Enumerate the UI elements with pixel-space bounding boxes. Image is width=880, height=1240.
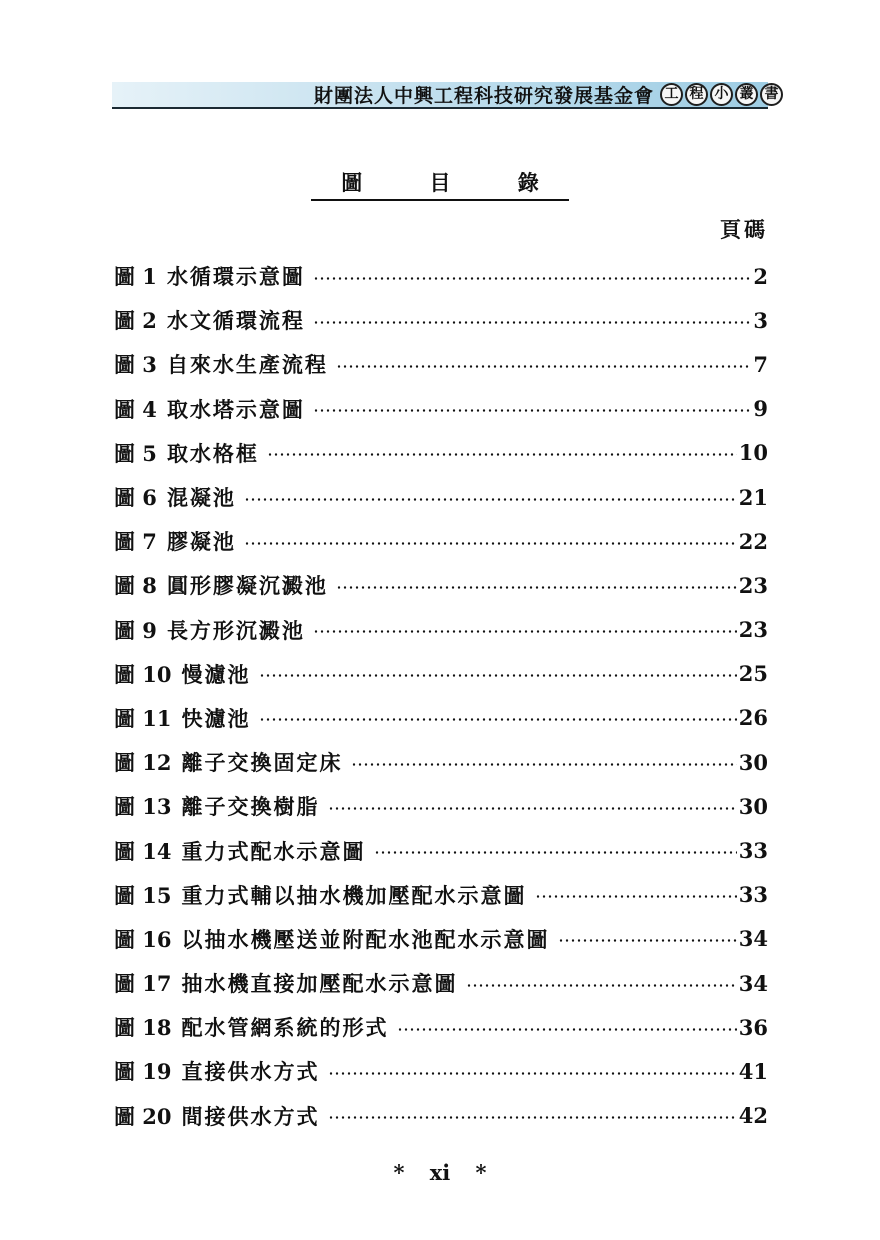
toc-entry-page: 9 (753, 396, 768, 422)
toc-entry-title: 離子交換固定床 (181, 750, 343, 776)
toc-entry-page: 25 (738, 661, 768, 687)
toc-entry-title: 取水格框 (166, 440, 259, 466)
toc-entry[interactable] (114, 784, 768, 828)
toc-entry-page: 33 (738, 882, 768, 908)
dot-leader (328, 807, 737, 810)
toc-entry-number: 圖 18 (114, 1015, 172, 1041)
toc-entry-title: 重力式輔以抽水機加壓配水示意圖 (181, 882, 527, 908)
toc-entry-number: 圖 10 (114, 661, 172, 687)
series-char: 工 (660, 83, 683, 106)
toc-entry-title: 慢濾池 (181, 661, 251, 687)
toc-entry[interactable] (114, 519, 768, 563)
toc-entry[interactable] (114, 254, 768, 298)
toc-entry-page: 41 (738, 1058, 768, 1084)
toc-entry-number: 圖 9 (114, 617, 157, 643)
toc-entry[interactable] (114, 828, 768, 872)
toc-entry-page: 2 (753, 263, 768, 289)
dot-leader (313, 630, 737, 633)
dot-leader (313, 409, 751, 412)
toc-entry[interactable] (114, 563, 768, 607)
toc-entry-page: 30 (738, 749, 768, 775)
dot-leader (313, 277, 751, 280)
toc-title: 圖 目 錄 (311, 170, 569, 201)
toc-entry[interactable] (114, 387, 768, 431)
toc-entry[interactable] (114, 1049, 768, 1093)
toc-entry-number: 圖 17 (114, 971, 172, 997)
toc-entry-page: 30 (738, 793, 768, 819)
toc-entry-page: 21 (738, 484, 768, 510)
series-char: 叢 (735, 83, 758, 106)
toc-entry-number: 圖 6 (114, 485, 157, 511)
toc-entry-title: 間接供水方式 (181, 1103, 320, 1129)
toc-entry[interactable] (114, 1094, 768, 1138)
series-badge (660, 83, 783, 106)
toc-entry-number: 圖 16 (114, 926, 172, 952)
toc-entry-page: 10 (738, 440, 768, 466)
toc-entry-page: 33 (738, 838, 768, 864)
toc-entry-title: 重力式配水示意圖 (181, 838, 366, 864)
toc-entry-number: 圖 12 (114, 750, 172, 776)
toc-entry-number: 圖 7 (114, 529, 157, 555)
toc-entry-page: 22 (738, 528, 768, 554)
toc-entry-number: 圖 13 (114, 794, 172, 820)
toc-entry[interactable] (114, 873, 768, 917)
page-number: * xi * (393, 1160, 487, 1185)
toc-entry-title: 取水塔示意圖 (166, 396, 305, 422)
toc-entry-page: 42 (738, 1103, 768, 1129)
toc-entry-title: 長方形沉澱池 (166, 617, 305, 643)
dot-leader (328, 1072, 737, 1075)
toc-entry-page: 23 (738, 617, 768, 643)
toc-title-container (0, 170, 880, 201)
dot-leader (397, 1028, 737, 1031)
toc-entry[interactable] (114, 961, 768, 1005)
dot-leader (535, 895, 737, 898)
toc-entry-title: 膠凝池 (166, 529, 236, 555)
toc-entry-title: 自來水生產流程 (166, 352, 328, 378)
toc-entry-number: 圖 15 (114, 882, 172, 908)
toc-entry-title: 離子交換樹脂 (181, 794, 320, 820)
dot-leader (351, 763, 737, 766)
page-column-label: 頁碼 (720, 217, 768, 242)
toc-entry-number: 圖 8 (114, 573, 157, 599)
dot-leader (259, 718, 737, 721)
toc-entry[interactable] (114, 298, 768, 342)
series-char: 程 (685, 83, 708, 106)
series-char: 小 (710, 83, 733, 106)
toc-entry-number: 圖 19 (114, 1059, 172, 1085)
toc-entry[interactable] (114, 696, 768, 740)
toc-entry[interactable] (114, 342, 768, 386)
header-organization: 財團法人中興工程科技研究發展基金會 (313, 85, 654, 107)
dot-leader (267, 453, 737, 456)
toc-entry[interactable] (114, 431, 768, 475)
toc-entry[interactable] (114, 1005, 768, 1049)
toc-entry-page: 36 (738, 1014, 768, 1040)
dot-leader (336, 586, 737, 589)
toc-entry-title: 直接供水方式 (181, 1059, 320, 1085)
toc-entry-page: 34 (738, 926, 768, 952)
dot-leader (313, 321, 751, 324)
dot-leader (466, 984, 737, 987)
toc-entry-title: 水文循環流程 (166, 308, 305, 334)
toc-entry[interactable] (114, 740, 768, 784)
dot-leader (244, 542, 737, 545)
toc-entry[interactable] (114, 475, 768, 519)
dot-leader (558, 939, 737, 942)
toc-entry-number: 圖 5 (114, 440, 157, 466)
dot-leader (244, 498, 737, 501)
toc-entry-page: 3 (753, 307, 768, 333)
toc-entry-number: 圖 2 (114, 308, 157, 334)
toc-entry-page: 34 (738, 970, 768, 996)
toc-entry-title: 配水管網系統的形式 (181, 1015, 389, 1041)
toc-entry-title: 抽水機直接加壓配水示意圖 (181, 971, 458, 997)
toc-entry-page: 7 (753, 351, 768, 377)
toc-entry-title: 水循環示意圖 (166, 264, 305, 290)
toc-entry-title: 混凝池 (166, 485, 236, 511)
toc-entry-title: 以抽水機壓送並附配水池配水示意圖 (181, 926, 550, 952)
toc-entry-page: 23 (738, 572, 768, 598)
series-char: 書 (760, 83, 783, 106)
dot-leader (374, 851, 737, 854)
toc-entry[interactable] (114, 608, 768, 652)
toc-entry-number: 圖 1 (114, 264, 157, 290)
toc-entry-number: 圖 11 (114, 705, 172, 731)
toc-list (114, 254, 768, 1138)
dot-leader (328, 1116, 737, 1119)
toc-entry[interactable] (114, 652, 768, 696)
toc-entry-title: 快濾池 (181, 705, 251, 731)
toc-entry-number: 圖 20 (114, 1103, 172, 1129)
toc-entry-number: 圖 14 (114, 838, 172, 864)
toc-entry-title: 圓形膠凝沉澱池 (166, 573, 328, 599)
toc-entry[interactable] (114, 917, 768, 961)
toc-entry-number: 圖 4 (114, 396, 157, 422)
toc-entry-number: 圖 3 (114, 352, 157, 378)
toc-entry-page: 26 (738, 705, 768, 731)
dot-leader (259, 674, 737, 677)
dot-leader (336, 365, 751, 368)
